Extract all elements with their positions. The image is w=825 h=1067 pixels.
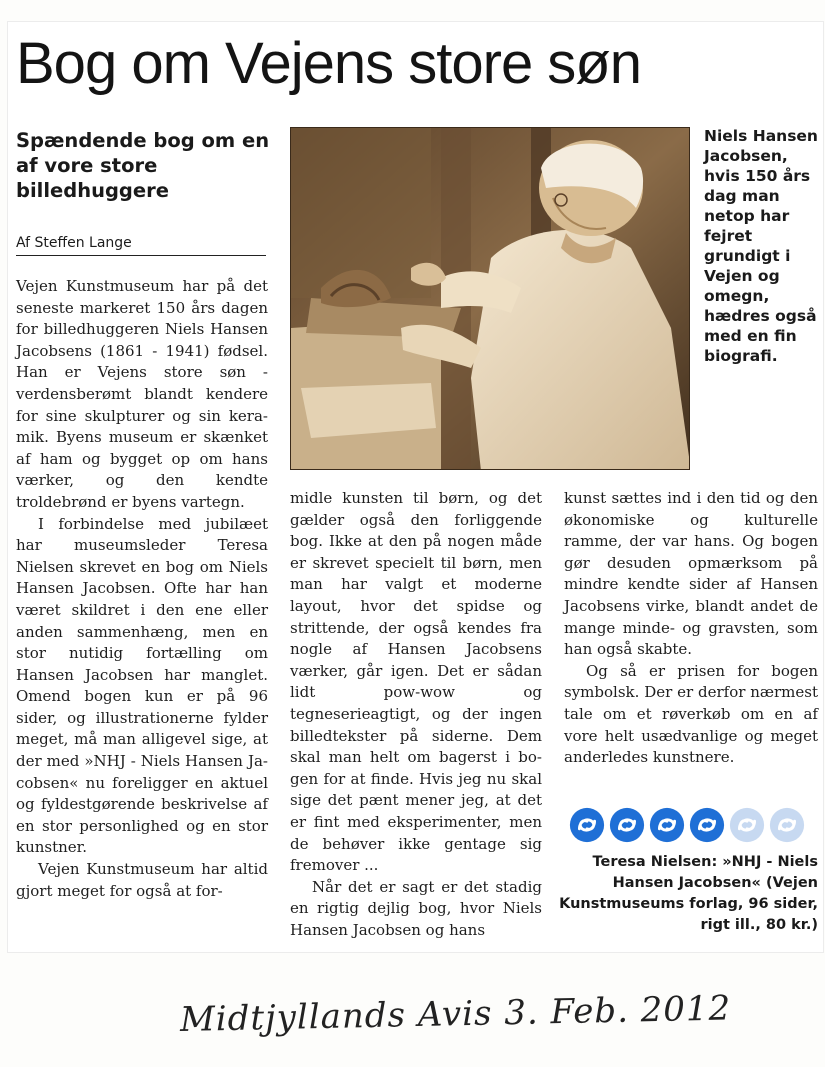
paragraph: I forbindelse med jubilæet har museumsleder Teresa Nielsen skrevet en bog om Niels Hansen Jacobsen. Ofte har han været skildret i den ene eller anden sammenhæng, men en stor nutidig fortælling om Hansen Jacobsen har manglet. Omend bogen kun er på 96 sider, og illustrationerne fylder meget, må man alligevel sige, at der med »NHJ - Niels Hansen Jacobsen« nu foreligger en aktuel og fyldestgørende beskrivelse af en stor personlighed og en stor kunstner. — [16, 514, 268, 857]
body-column-3 — [564, 488, 818, 769]
subheadline: Spændende bog om en af vore store billedhuggere — [16, 129, 270, 202]
rating-coins — [568, 806, 818, 846]
body-column-1 — [16, 276, 268, 902]
paragraph: Vejen Kunstmuseum har altid gjort meget for også at for- — [16, 860, 268, 900]
paragraph: Vejen Kunstmuseum har på det seneste markeret 150 års dagen for billedhuggeren Niels Hansen Jacobsens (1861 - 1941) fødsel. Han er Vejens store søn - verdensberømt blandt kendere for sine skulpturer og sin keramik. Byens museum er skænket af ham og bygget op om hans værker, og den kendte troldebrønd er byens vartegn. — [16, 277, 268, 511]
paragraph: midle kunsten til børn, og det gælder også den forliggende bog. Ikke at den på nogen måde er skrevet specielt til børn, men man har valgt et moderne layout, hvor det spidse og strittende, der også kendes fra nogle af Hansen Jacobsens værker, går igen. Det er sådan lidt pow-wow og tegneserieagtigt, og der ingen billedtekster på siderne. Dem skal man helt om bagerst i bogen for at finde. Hvis jeg nu skal sige det pænt mener jeg, at det er fint med eksperimenter, men de behøver ikke gentage sig fremover ... — [290, 489, 542, 875]
byline: Af Steffen Lange — [16, 232, 266, 256]
photo-caption: Niels Hansen Jacobsen, hvis 150 års dag man netop har fejret grundigt i Vejen og omegn, hædres også med en fin biografi. — [704, 127, 818, 365]
sculptor-photo-illustration — [291, 128, 690, 470]
book-info: Teresa Nielsen: »NHJ - Niels Hansen Jacobsen« (Vejen Kunstmuseums forlag, 96 sider, rigt ill., 80 kr.) — [559, 854, 818, 933]
paragraph: kunst sættes ind i den tid og den økonomiske og kulturelle ramme, der var hans. Og bogen gør desuden opmærksom på mindre kendte sider af Hansen Jacobsens virke, blandt andet de mange minde- og gravsten, som han også skabte. — [564, 489, 818, 659]
headline: Bog om Vejens store søn — [16, 31, 641, 96]
rating-coin-filled-icon — [688, 806, 726, 844]
rating-coin-empty-icon — [768, 806, 806, 844]
rating-coin-filled-icon — [608, 806, 646, 844]
sculptor-photo — [290, 127, 690, 470]
rating-coin-filled-icon — [568, 806, 606, 844]
rating-coin-empty-icon — [728, 806, 766, 844]
paragraph: Når det er sagt er det stadig en rigtig dejlig bog, hvor Niels Hansen Jacobsen og hans — [290, 877, 542, 939]
rating-coin-filled-icon — [648, 806, 686, 844]
paragraph: Og så er prisen for bogen symbolsk. Der er derfor nærmest tale om et røverkøb om en af vore helt usædvanlige og meget anderledes kunstnere. — [564, 661, 818, 767]
handwritten-note: Midtjyllands Avis 3. Feb. 2012 — [179, 988, 732, 1040]
body-column-2 — [290, 488, 542, 941]
